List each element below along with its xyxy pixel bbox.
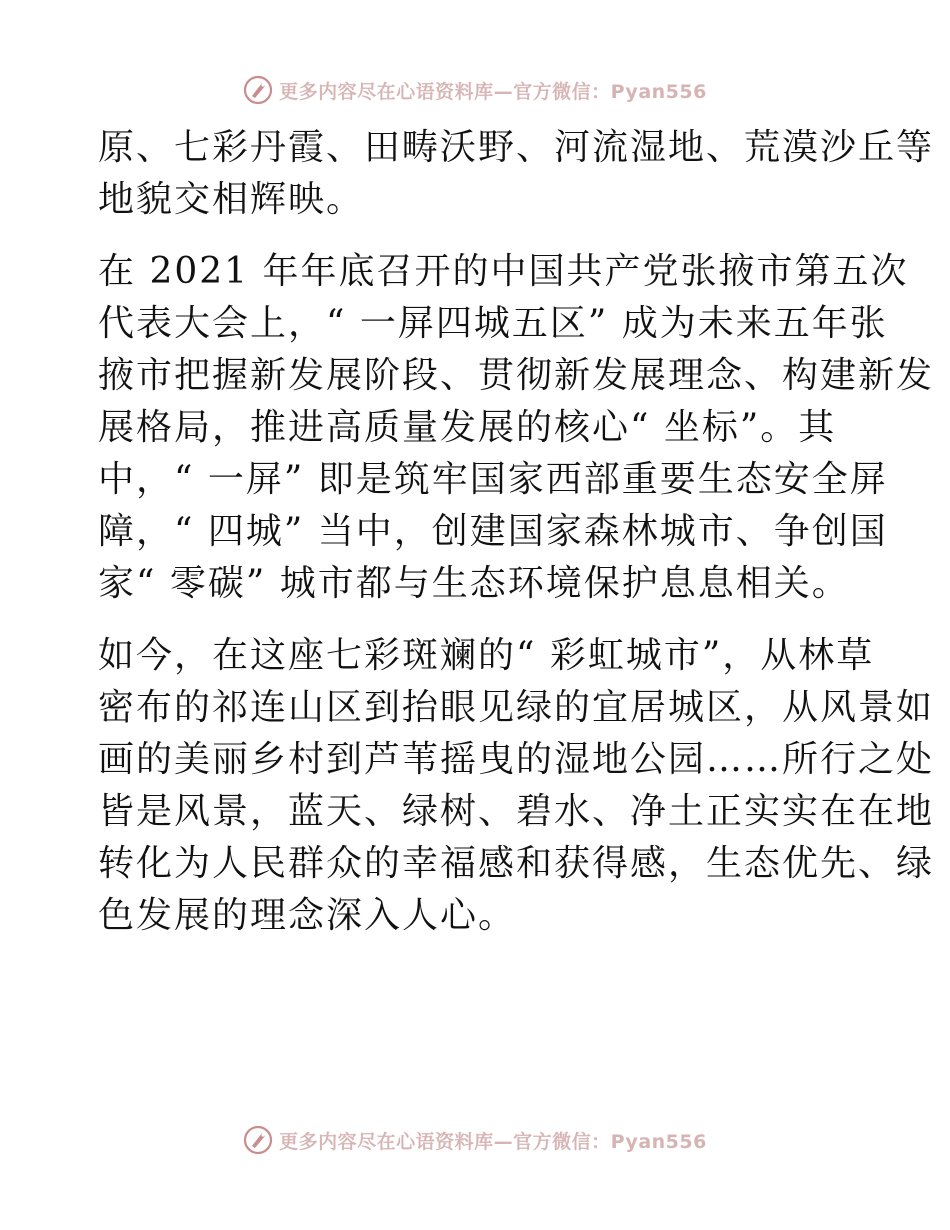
pen-nib-logo-icon xyxy=(243,1125,273,1155)
text-line: 代表大会上，“ 一屏四城五区” 成为未来五年张 xyxy=(98,303,888,344)
paragraph-2 xyxy=(98,246,935,610)
text-line: 家“ 零碳” 城市都与生态环境保护息息相关。 xyxy=(98,563,850,604)
text-line: 中，“ 一屏” 即是筑牢国家西部重要生态安全屏 xyxy=(98,459,888,500)
watermark-text: 更多内容尽在心语资料库—官方微信：Pyan556 xyxy=(279,1130,707,1153)
text-line: 原、七彩丹霞、田畴沃野、河流湿地、荒漠沙丘等 xyxy=(98,127,935,168)
paragraph-3 xyxy=(98,630,935,942)
text-line: 色发展的理念深入人心。 xyxy=(98,895,517,936)
text-line: 障，“ 四城” 当中，创建国家森林城市、争创国 xyxy=(98,511,888,552)
text-line: 密布的祁连山区到抬眼见绿的宜居城区，从风景如 xyxy=(98,687,935,728)
text-line: 在 2021 年年底召开的中国共产党张掖市第五次 xyxy=(98,251,909,292)
footer-watermark xyxy=(0,1122,950,1158)
pen-nib-logo-icon xyxy=(243,75,273,105)
text-line: 皆是风景，蓝天、绿树、碧水、净土正实实在在地 xyxy=(98,791,935,832)
header-watermark xyxy=(0,72,950,108)
text-line: 掖市把握新发展阶段、贯彻新发展理念、构建新发 xyxy=(98,355,935,396)
document-body xyxy=(98,122,935,962)
text-line: 画的美丽乡村到芦苇摇曳的湿地公园……所行之处 xyxy=(98,739,935,780)
text-line: 转化为人民群众的幸福感和获得感，生态优先、绿 xyxy=(98,843,935,884)
text-line: 地貌交相辉映。 xyxy=(98,179,365,220)
text-line: 展格局，推进高质量发展的核心“ 坐标”。其 xyxy=(98,407,837,448)
text-line: 如今，在这座七彩斑斓的“ 彩虹城市”，从林草 xyxy=(98,635,875,676)
paragraph-1 xyxy=(98,122,935,226)
watermark-text: 更多内容尽在心语资料库—官方微信：Pyan556 xyxy=(279,80,707,103)
